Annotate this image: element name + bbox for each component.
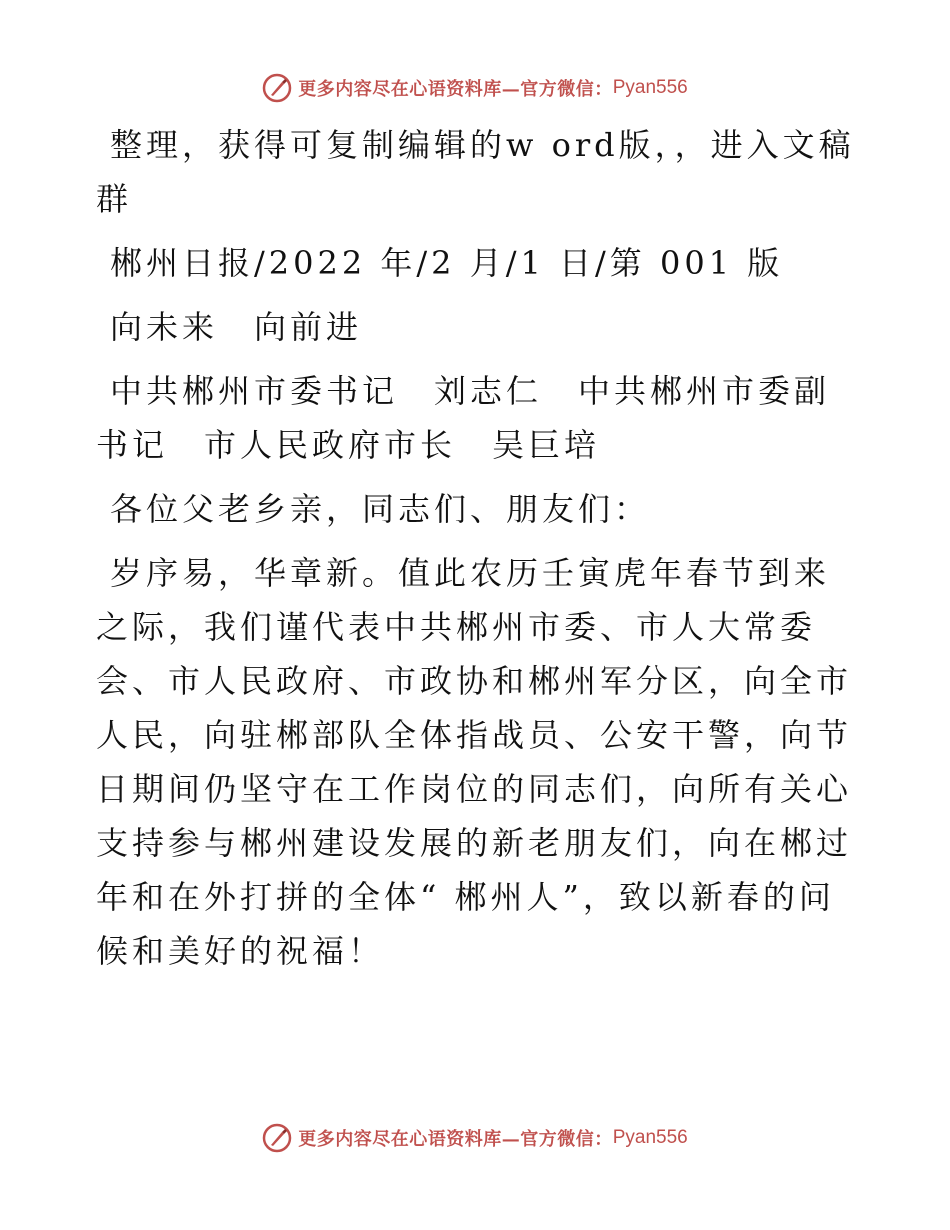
doc-paragraph-source: 郴州日报/2022 年/2 月/1 日/第 001 版 [110, 244, 784, 282]
quill-pen-circle-icon [262, 73, 292, 103]
watermark-text: 更多内容尽在心语资料库—官方微信： [298, 79, 613, 100]
document-body [96, 118, 856, 988]
footer-watermark [0, 1118, 950, 1158]
watermark-text: 更多内容尽在心语资料库—官方微信： [298, 1129, 613, 1150]
header-watermark [0, 68, 950, 108]
doc-paragraph-body: 岁序易，华章新。值此农历壬寅虎年春节到来之际，我们谨代表中共郴州市委、市人大常委会、市人民政府、市政协和郴州军分区，向全市人民，向驻郴部队全体指战员、公安干警，向节日期间仍坚守在工作岗位的同志们，向所有关心支持参与郴州建设发展的新老朋友们，向在郴过年和在外打拼的全体“ 郴州人”，致以新春的问候和美好的祝福！ [96, 554, 853, 970]
doc-paragraph-note: 整理，获得可复制编辑的w ord版，，进入文稿群 [96, 126, 855, 218]
watermark-account: Pyan556 [612, 1127, 688, 1148]
doc-paragraph-authors: 中共郴州市委书记 刘志仁 中共郴州市委副书记 市人民政府市长 吴巨培 [96, 372, 831, 464]
quill-pen-circle-icon [262, 1123, 292, 1153]
watermark-account: Pyan556 [612, 77, 688, 98]
doc-paragraph-salutation: 各位父老乡亲，同志们、朋友们： [110, 490, 651, 528]
doc-paragraph-title: 向未来 向前进 [110, 308, 363, 346]
